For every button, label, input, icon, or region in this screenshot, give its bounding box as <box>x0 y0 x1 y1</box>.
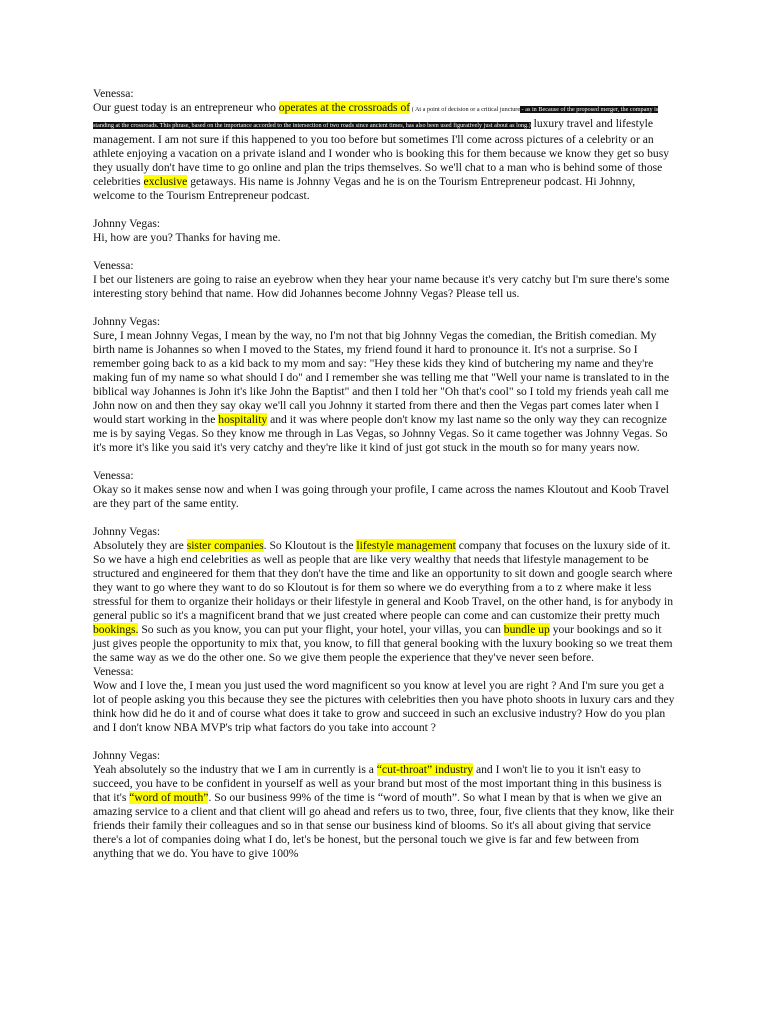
transcript-block <box>93 525 675 665</box>
inline-note: ( At a point of decision or a critical juncture <box>410 106 521 113</box>
text-run: getaways. His name is Johnny Vegas and he is on the Tourism Entrepreneur podcast. Hi Johnny, welcome to the Tourism Entrepreneur podcast. <box>93 175 636 202</box>
text-run: Yeah absolutely so the industry that we I am in currently is a <box>93 763 377 776</box>
text-run: Sure, I mean Johnny Vegas, I mean by the way, no I'm not that big Johnny Vegas the comedian, the British comedian. My birth name is Johannes so when I moved to the States, my friend found it hard to pronounce it. It's not a surprise. So I remember going back to as a kid back to my mom and say: "Hey these kids they kind of butchering my name and they're making fun of my name so what should I do" and I remember she was telling me that "Well your name is translated to in the biblical way Johannes is John it's like John the Baptist" and then I told her "Oh that's cool" so I told my friends yeah call me John now on and then they say okay we'll call you Johnny it started from there and then the Vegas part comes later when I would start working in the <box>93 329 670 426</box>
text-run: luxury travel and lifestyle management. I am not sure if this happened to you too before but sometimes I'll come across pictures of a celebrity or an athlete enjoying a vacation on a private island and I wonder who is booking this for them because we know they get so busy they usually don't have time to go online and plan the trips themselves. So we'll chat to a man who is behind some of those celebrities <box>93 117 670 188</box>
highlighted-phrase: operates at the crossroads of <box>278 101 411 114</box>
text-run: your bookings and so it just gives people the opportunity to mix that, you know, to fill that general booking with the luxury booking so we treat them the same way as we do the other one. So we give them people the experience that they've never seen before. <box>93 623 673 664</box>
highlighted-phrase: “word of mouth” <box>129 791 209 804</box>
speaker-name: Venessa: <box>93 259 134 272</box>
speaker-name: Venessa: <box>93 87 134 100</box>
text-run: . So Kloutout is the <box>263 539 357 552</box>
transcript-block <box>93 259 675 301</box>
speaker-name: Venessa: <box>93 469 134 482</box>
paragraph <box>93 101 675 203</box>
transcript-block <box>93 469 675 511</box>
text-run: Wow and I love the, I mean you just used the word magnificent so you know at level you are right ? And I'm sure you get a lot of people asking you this because they see the pictures with celebrities then you have photo shoots in luxury cars and they think how did he do it and of course what does it take to grow and succeed in such an exclusive industry? How do you plan and I don't know NBA MVP's trip what factors do you take into account ? <box>93 679 675 734</box>
highlighted-phrase: exclusive <box>143 175 188 188</box>
paragraph <box>93 329 675 455</box>
highlighted-phrase: “cut-throat” industry <box>376 763 474 776</box>
speaker-name: Johnny Vegas: <box>93 315 161 328</box>
paragraph <box>93 273 675 301</box>
highlighted-phrase: sister companies <box>186 539 264 552</box>
transcript-block <box>93 217 675 245</box>
text-run: . So our business 99% of the time is “word of mouth”. So what I mean by that is when we give an amazing service to a client and that client will go ahead and refers us to two, three, four, five clients that they know, like their friends their family their colleagues and so in that sense our business kind of blooms. So it's all about giving that service there's a lot of companies doing what I do, let's be honest, but the personal touch we give is far and few between from anything that we do. You have to give 100% <box>93 791 674 860</box>
text-run: and it was where people don't know my last name so the only way they can recognize me is by saying Vegas. So they know me through in Las Vegas, so Johnny Vegas. So it came together was Johnny Vegas. So it's more it's like you said it's very catchy and they're like it kind of just got stuck in the mouth so for many years now. <box>93 413 668 454</box>
highlighted-phrase: bundle up <box>503 623 550 636</box>
selected-note-text: - as in Because of the proposed merger, the company is standing at the crossroads. This phrase, based on the importance accorded to the intersection of two roads since ancient times, has also been used figuratively just about as long.) <box>93 106 659 129</box>
text-run: Our guest today is an entrepreneur who <box>93 101 279 114</box>
text-run: company that focuses on the luxury side of it. So we have a high end celebrities as well as people that are like very wealthy that needs that lifestyle management to be structured and engineered for them that they don't have the time and like an opportunity to sit down and google search where they want to go where they want to do so Kloutout is for them so where we do everything from a to z where make it less stressful for them to organize their holidays or their lifestyle in general and Koob Travel, on the other hand, is for anybody in general public so it's a magnificent brand that we just created where people can come and can customize their pretty much <box>93 539 673 622</box>
highlighted-phrase: bookings. <box>93 623 139 636</box>
text-run: and I won't lie to you it isn't easy to succeed, you have to be confident in yourself as well as your brand but most of the most important thing in this business is that it's <box>93 763 662 804</box>
speaker-name: Johnny Vegas: <box>93 217 161 230</box>
paragraph <box>93 483 675 511</box>
transcript-block <box>93 87 675 203</box>
transcript-block <box>93 749 675 861</box>
paragraph <box>93 679 675 735</box>
transcript-block <box>93 665 675 735</box>
speaker-name: Venessa: <box>93 665 134 678</box>
highlighted-phrase: lifestyle management <box>356 539 456 552</box>
text-run: I bet our listeners are going to raise an eyebrow when they hear your name because it's very catchy but I'm sure there's some interesting story behind that name. How did Johannes become Johnny Vegas? Please tell us. <box>93 273 670 300</box>
text-run: Hi, how are you? Thanks for having me. <box>93 231 281 244</box>
transcript-block <box>93 315 675 455</box>
paragraph <box>93 539 675 665</box>
document-page <box>93 87 675 875</box>
text-run: Okay so it makes sense now and when I was going through your profile, I came across the names Kloutout and Koob Travel are they part of the same entity. <box>93 483 670 510</box>
text-run: So such as you know, you can put your flight, your hotel, your villas, you can <box>138 623 504 636</box>
paragraph <box>93 763 675 861</box>
speaker-name: Johnny Vegas: <box>93 749 161 762</box>
text-run: Absolutely they are <box>93 539 187 552</box>
paragraph <box>93 231 675 245</box>
speaker-name: Johnny Vegas: <box>93 525 161 538</box>
highlighted-phrase: hospitality <box>218 413 268 426</box>
